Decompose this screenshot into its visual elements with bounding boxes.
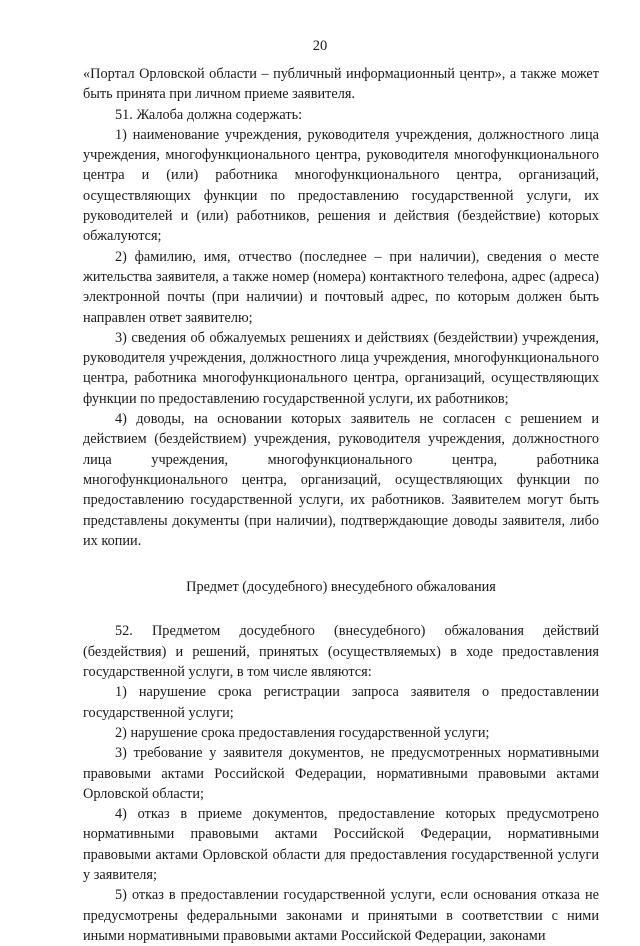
paragraph-52-1: 1) нарушение срока регистрации запроса заявителя о предоставлении государственной услуги; — [83, 684, 599, 721]
paragraph-item-52: 52. Предметом досудебного (внесудебного) обжалования действий (бездействия) и решений, принятых (осуществляемых) в ходе предоставления государственной услуги, в том числе являются: — [83, 623, 599, 681]
paragraph-52-3: 3) требование у заявителя документов, не предусмотренных нормативными правовыми актами Российской Федерации, нормативными правовыми актами Орловской области; — [83, 745, 599, 802]
page-number: 20 — [312, 38, 328, 54]
paragraph-51-4: 4) доводы, на основании которых заявитель не согласен с решением и действием (бездействием) учреждения, руководителя учреждения, должностного лица учреждения, многофункционального центра, работника многофункционального центра, организаций, осуществляющих функции по предоставлению государственной услуги, их работников. Заявителем могут быть представлены документы (при наличии), подтверждающие доводы заявителя, либо их копии. — [83, 411, 599, 549]
paragraph-52-4: 4) отказ в приеме документов, предоставление которых предусмотрено нормативными правовыми актами Российской Федерации, нормативными правовыми актами Орловской области для предоставления государственной услуги у заявителя; — [83, 806, 599, 883]
paragraph-continuation: «Портал Орловской области – публичный информационный центр», а также может быть принята при личном приеме заявителя. — [83, 66, 599, 103]
paragraph-51-1: 1) наименование учреждения, руководителя учреждения, должностного лица учреждения, многофункционального центра, руководителя многофункционального центра и (или) работника многофункционального центра, организаций, осуществляющих функции по предоставлению государственной услуги, их руководителей и (или) работников, решения и действия (бездействие) которых обжалуются; — [83, 126, 599, 245]
page-content — [83, 64, 599, 946]
paragraph-51-3: 3) сведения об обжалуемых решениях и действиях (бездействии) учреждения, руководителя учреждения, должностного лица учреждения, многофункционального центра, работника многофункционального центра, организаций, осуществляющих функции по предоставлению государственной услуги, их работников; — [83, 329, 599, 407]
paragraph-51-2: 2) фамилию, имя, отчество (последнее – при наличии), сведения о месте жительства заявителя, а также номер (номера) контактного телефона, адрес (адреса) электронной почты (при наличии) и почтовый адрес, по которым должен быть направлен ответ заявителю; — [83, 248, 599, 326]
paragraph-item-51: 51. Жалоба должна содержать: — [115, 106, 303, 123]
section-heading: Предмет (досудебного) внесудебного обжалования — [186, 579, 496, 596]
paragraph-52-5: 5) отказ в предоставлении государственной услуги, если основания отказа не предусмотрены федеральными законами и принятыми в соответствии с ними иными нормативными правовыми актами Российской Федерации, законами — [83, 887, 599, 944]
paragraph-52-2: 2) нарушение срока предоставления государственной услуги; — [115, 724, 490, 741]
